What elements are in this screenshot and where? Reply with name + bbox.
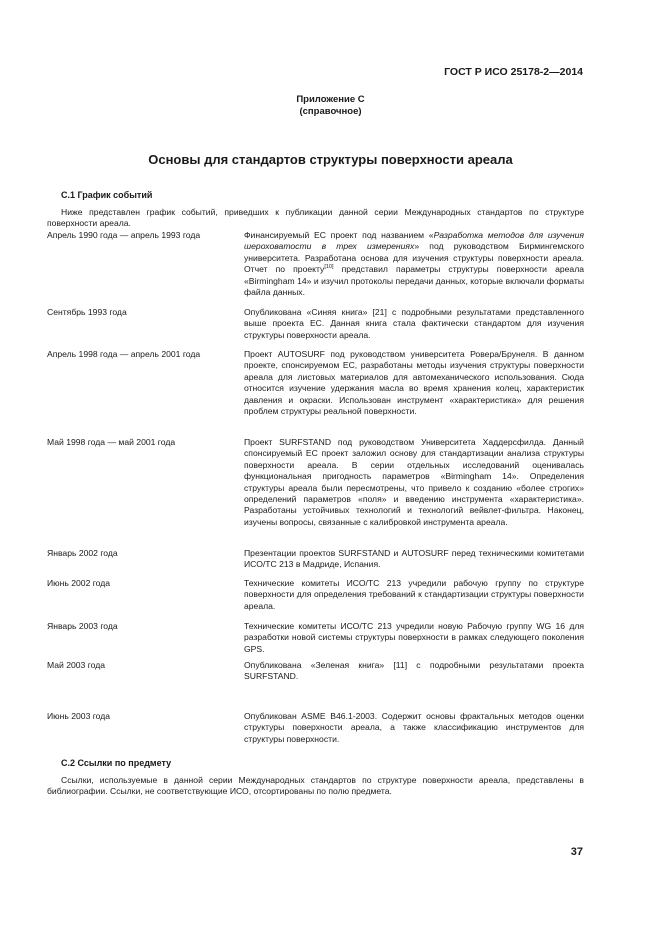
appendix-heading	[0, 94, 661, 118]
event-text: Опубликован ASME B46.1-2003. Содержит основы фрактальных методов оценки структуры поверхности ареала, а также классификацию инструментов для структуры поверхности.	[244, 711, 584, 744]
section-heading-c1: С.1 График событий	[61, 190, 153, 200]
event-text: Презентации проектов SURFSTAND и AUTOSURF перед техническими комитетами ИСО/ТС 213 в Мадриде, Испания.	[244, 548, 584, 570]
event-text: Опубликована «Синяя книга» [21] с подробными результатами представленного выше проекта ЕС. Данная книга стала фактически стандартом для изучения структуры поверхности ареала.	[244, 307, 584, 340]
standard-id: ГОСТ Р ИСО 25178-2—2014	[444, 66, 583, 78]
event-date: Апрель 1998 года — апрель 2001 года	[47, 349, 201, 359]
event-text: Технические комитеты ИСО/ТС 213 учредили рабочую группу по структуре поверхности для определения требований к стандартизации структуры поверхности ареала.	[244, 578, 584, 611]
section-text: Ссылки, используемые в данной серии Международных стандартов по структуре поверхности ареала, представлены в библиографии. Ссылки, не соответствующие ИСО, отсортированы по полю предмета.	[47, 775, 584, 797]
event-text: Проект AUTOSURF под руководством университета Ровера/Брунеля. В данном проекте, спонсируемом ЕС, разработаны методы изучения структуры поверхности ареала для листовых материалов для автомеханического использования. Сюда относится изучение удержания масла во время хранения колец, характеристик давления и окраски. Использован инструмент «характеристика» для решения проблем структуры реальной поверхности.	[244, 349, 584, 417]
event-text: Технические комитеты ИСО/ТС 213 учредили новую Рабочую группу WG 16 для разработки новой системы структуры поверхности в рамках следующего поколения GPS.	[244, 621, 584, 654]
section-heading-c2: С.2 Ссылки по предмету	[61, 758, 172, 768]
appendix-label: Приложение С	[296, 94, 365, 105]
page-number: 37	[570, 846, 583, 858]
event-text: Проект SURFSTAND под руководством Университета Хаддерсфилда. Данный спонсируемый ЕС проект заложил основу для стандартизации анализа структуры поверхности ареала. В серии отдельных исследований оценивалась функциональная пригодность параметров «Birmingham 14». Определения структуры ареала были пересмотрены, что привело к созданию «более строгих» определений параметров «поля» и введению инструмента «характеристика». Разработаны устойчивых технологий и технологий вейвлет-фильтра. Наконец, изучены вопросы, связанные с калибровкой инструмента ареала.	[244, 437, 584, 527]
event-date: Июнь 2003 года	[47, 711, 111, 721]
event-text: Опубликована «Зеленая книга» [11] с подробными результатами проекта SURFSTAND.	[244, 660, 584, 682]
event-text: Финансируемый ЕС проект под названием «Разработка методов для изучения шероховатости в трех измерениях» под руководством Бирмингемского университета. Разработана основа для изучения структуры поверхности ареала. Отчет по проекту[10] представил параметры структуры поверхности ареала «Birmingham 14» и изучил протоколы передачи данных, которые включали форматы файла данных.	[244, 230, 584, 298]
event-date: Апрель 1990 года — апрель 1993 года	[47, 230, 201, 240]
event-date: Май 1998 года — май 2001 года	[47, 437, 176, 447]
event-date: Сентябрь 1993 года	[47, 307, 127, 317]
event-date: Январь 2003 года	[47, 621, 118, 631]
event-date: Июнь 2002 года	[47, 578, 111, 588]
event-date: Май 2003 года	[47, 660, 106, 670]
event-date: Январь 2002 года	[47, 548, 118, 558]
appendix-note: (справочное)	[299, 106, 362, 117]
section-intro: Ниже представлен график событий, приведших к публикации данной серии Международных стандартов по структуре поверхности ареала.	[47, 207, 584, 229]
page-title: Основы для стандартов структуры поверхности ареала	[148, 152, 513, 167]
